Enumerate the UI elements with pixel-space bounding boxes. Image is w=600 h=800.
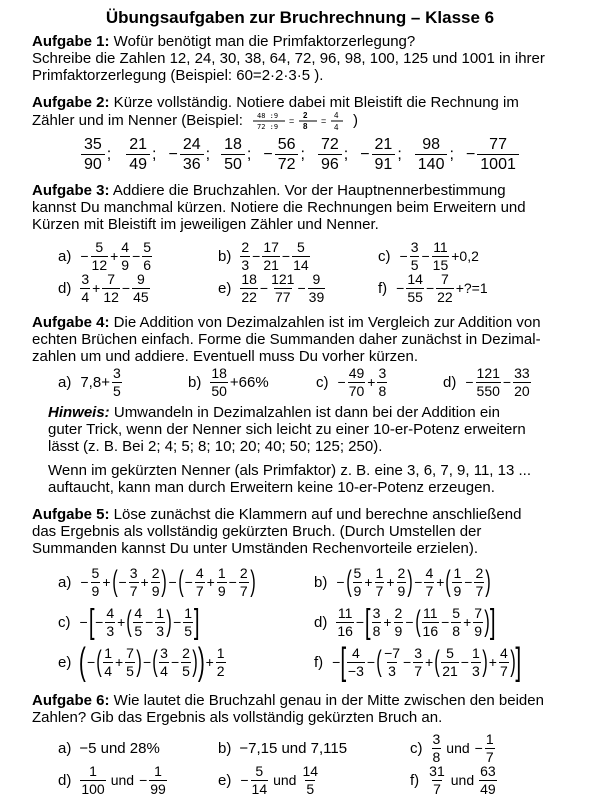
- und: und: [110, 771, 135, 788]
- example-num1: 48 :9: [256, 112, 279, 120]
- aufgabe-3-row1: a) − $\frac{5}{12}$ + $\frac{4}{9}$ − $\frac{5}{6}$ b) $\frac{2}{3}$ − $\frac{17}{21}$ − $\frac{5}{14}$ c) − $\frac{3}{5}$ − $\frac{11}{15}$ +0,2: [58, 238, 479, 273]
- example-res-den: 4: [333, 123, 339, 132]
- fraction-numerator: 24: [182, 135, 201, 153]
- f-tail: +?=1: [455, 279, 488, 296]
- aufgabe-6-row1: a) −5 und 28% b) −7,15 und 7,115 c) $\frac{3}{8}$ und − $\frac{1}{7}$: [58, 730, 494, 765]
- a4-b-suffix: +66%: [229, 373, 269, 391]
- fraction-denominator: 72: [275, 154, 299, 173]
- fraction-numerator: 77: [489, 135, 507, 153]
- aufgabe-1-question: Wofür benötigt man die Primfaktorzerlegung?: [109, 33, 416, 50]
- aufgabe-6-question: Wie lautet die Bruchzahl genau in der Mitte zwischen den beiden: [109, 692, 544, 709]
- item-label: e): [218, 279, 232, 297]
- aufgabe-2-line2: Zähler und im Nenner (Beispiel:: [32, 111, 243, 129]
- aufgabe-2-fractions: $\frac{35}{90}$ ; $\frac{21}{49}$ ; − $\frac{24}{36}$ ; $\frac{18}{50}$ ; − $\frac{56}{72}$ ; $\frac{72}{96}$ ; − $\frac{21}{91}$ ; $\frac{98}{140}$ ; − $\frac{77}{1001}$: [0, 134, 600, 174]
- hinweis-line4: Wenn im gekürzten Nenner (als Primfaktor) z. B. eine 3, 6, 7, 9, 11, 13 ...: [48, 462, 531, 479]
- aufgabe-3-line3: Kürzen mit Bleistift im jeweiligen Zähler und Nenner.: [32, 216, 379, 233]
- aufgabe-1: [32, 33, 588, 84]
- fraction-denominator: 1001: [477, 154, 519, 173]
- aufgabe-5-label: Aufgabe 5:: [32, 506, 110, 523]
- aufgabe-3-label: Aufgabe 3:: [32, 182, 110, 199]
- example-num2: 2: [302, 111, 308, 120]
- item-label: b): [218, 247, 232, 265]
- aufgabe-4-row: a) 7,8+ $\frac{3}{5}$ b) $\frac{18}{50}$ +66% c) − $\frac{49}{70}$ + $\frac{3}{8}$ d) − $\frac{121}{550}$ − $\frac{33}{20}$: [58, 364, 530, 399]
- example-den2: 8: [302, 122, 308, 131]
- aufgabe-1-label: Aufgabe 1:: [32, 33, 110, 50]
- fraction-denominator: 49: [126, 154, 150, 173]
- example-den1: 72 :9: [256, 123, 279, 131]
- aufgabe-2-question: Kürze vollständig. Notiere dabei mit Bleistift die Rechnung im: [109, 94, 519, 111]
- aufgabe-3-line2: kannst Du manchmal kürzen. Notiere die Rechnungen beim Erweitern und: [32, 199, 526, 216]
- fraction-denominator: 36: [180, 154, 204, 173]
- aufgabe-5-line3: Summanden kannst Du unter Umständen Rechenvorteile erzielen).: [32, 540, 479, 557]
- aufgabe-1-line3: Primfaktorzerlegung (Beispiel: 60=2·2·3·5 ).: [32, 67, 324, 84]
- aufgabe-5-line2: das Ergebnis als vollständig gekürzten Bruch. (Durch Umstellen der: [32, 523, 482, 540]
- fraction-numerator: 98: [422, 135, 441, 153]
- hinweis: [48, 404, 588, 496]
- svg-text:=: =: [288, 116, 295, 126]
- aufgabe-4-line2: echten Brüchen einfach. Forme die Summanden daher zunächst in Dezimal-: [32, 331, 541, 348]
- aufgabe-4: [32, 314, 588, 365]
- aufgabe-1-line2: Schreibe die Zahlen 12, 24, 30, 38, 64, 72, 96, 98, 100, 125 und 1001 in ihrer: [32, 50, 545, 67]
- aufgabe-6-line2: Zahlen? Gib das Ergebnis als vollständig gekürzten Bruch an.: [32, 709, 443, 726]
- aufgabe-5-row2: c) − [ − $\frac{4}{3}$ + ( $\frac{4}{5}$ − $\frac{1}{3}$ ) − $\frac{1}{5}$ ] d) $\frac{11}{16}$ − [ $\frac{3}{8}$ + $\frac{2}{9}$ − ( $\frac{11}{16}$ − $\frac{5}{8}$ + $\frac{7}{9}$ ) ]: [58, 603, 496, 641]
- item-label: d): [58, 279, 72, 297]
- fraction-numerator: 35: [84, 135, 102, 153]
- hinweis-line3: lässt (z. B. Bei 2; 4; 5; 8; 10; 20; 40; 50; 125; 250).: [48, 438, 383, 455]
- aufgabe-5-question: Löse zunächst die Klammern auf und berechne anschließend: [109, 506, 522, 523]
- und: und: [446, 739, 470, 756]
- hinweis-line1: Umwandeln in Dezimalzahlen ist dann bei der Addition ein: [109, 404, 500, 421]
- c-tail: +0,2: [451, 247, 479, 264]
- fraction-denominator: 50: [221, 154, 245, 173]
- fraction-denominator: 91: [372, 154, 396, 173]
- a6-a-text: −5 und 28%: [79, 739, 160, 757]
- item-label: c): [378, 247, 391, 265]
- aufgabe-5-row3: e) ( − ( $\frac{1}{4}$ + $\frac{7}{5}$ ) − ( $\frac{3}{4}$ − $\frac{2}{5}$ ) ) + $\frac{1}{2}$ f) − [ $\frac{4}{-3}$ − ( $\frac{-7}{3}$ − $\frac{3}{7}$ + ( $\frac{5}{21}$ − $\frac{1}{3}$ ) + $\frac{4}{7}$ ) ]: [58, 641, 521, 683]
- hinweis-line5: auftaucht, kann man durch Erweitern keine 10-er-Potenz erzeugen.: [48, 479, 495, 496]
- fraction-numerator: 21: [374, 135, 393, 153]
- aufgabe-3: [32, 182, 588, 233]
- item-label: a): [58, 247, 72, 265]
- hinweis-label: Hinweis:: [48, 404, 110, 421]
- aufgabe-6-row2: d) $\frac{1}{100}$ und − $\frac{1}{99}$ e) − $\frac{5}{14}$ und $\frac{14}{5}$ f) $\frac{31}{7}$ und $\frac{63}{49}$: [58, 762, 496, 797]
- fraction-numerator: 21: [129, 135, 148, 153]
- fraction-denominator: 96: [318, 154, 342, 173]
- aufgabe-4-line3: zahlen um und addiere. Eventuell muss Du vorher kürzen.: [32, 348, 419, 365]
- a4-a-prefix: 7,8+: [80, 373, 110, 391]
- aufgabe-4-label: Aufgabe 4:: [32, 314, 110, 331]
- aufgabe-2-label: Aufgabe 2:: [32, 94, 110, 111]
- fraction-numerator: 72: [320, 135, 339, 153]
- a6-b-text: −7,15 und 7,115: [239, 739, 348, 757]
- item-label: f): [378, 279, 388, 297]
- page-title: Übungsaufgaben zur Bruchrechnung – Klasse 6: [105, 8, 495, 27]
- svg-text:=: =: [320, 116, 327, 126]
- fraction-numerator: 56: [277, 135, 296, 153]
- aufgabe-3-row2: d) $\frac{3}{4}$ + $\frac{7}{12}$ − $\frac{9}{45}$ e) $\frac{18}{22}$ − $\frac{121}{77}$ − $\frac{9}{39}$ f) − $\frac{14}{55}$ − $\frac{7}{22}$ +?=1: [58, 270, 488, 305]
- aufgabe-6: [32, 692, 588, 726]
- example-res-num: 4: [333, 111, 339, 120]
- aufgabe-4-question: Die Addition von Dezimalzahlen ist im Vergleich zur Addition von: [109, 314, 541, 331]
- und: und: [450, 771, 475, 788]
- hinweis-line2: guter Trick, wenn der Nenner sich leicht zu einer 10-er-Potenz erweitern: [48, 421, 526, 438]
- fraction-denominator: 140: [415, 154, 448, 173]
- und: und: [273, 771, 297, 788]
- handwritten-example: [243, 110, 353, 130]
- fraction-numerator: 18: [224, 135, 242, 153]
- aufgabe-5-row1: a) − $\frac{5}{9}$ + ( − $\frac{3}{7}$ + $\frac{2}{9}$ ) − ( − $\frac{4}{7}$ + $\frac{1}{9}$ − $\frac{2}{7}$ ) b) − ( $\frac{5}{9}$ + $\frac{1}{7}$ + $\frac{2}{9}$ ) − $\frac{4}{7}$ + ( $\frac{1}{9}$ − $\frac{2}{7}$ ): [58, 564, 491, 599]
- aufgabe-3-question: Addiere die Bruchzahlen. Vor der Hauptnennerbestimmung: [109, 182, 506, 199]
- aufgabe-2: [32, 94, 588, 132]
- aufgabe-6-label: Aufgabe 6:: [32, 692, 110, 709]
- aufgabe-5: [32, 506, 588, 557]
- aufgabe-2-close: ): [352, 111, 358, 129]
- fraction-denominator: 90: [81, 154, 105, 173]
